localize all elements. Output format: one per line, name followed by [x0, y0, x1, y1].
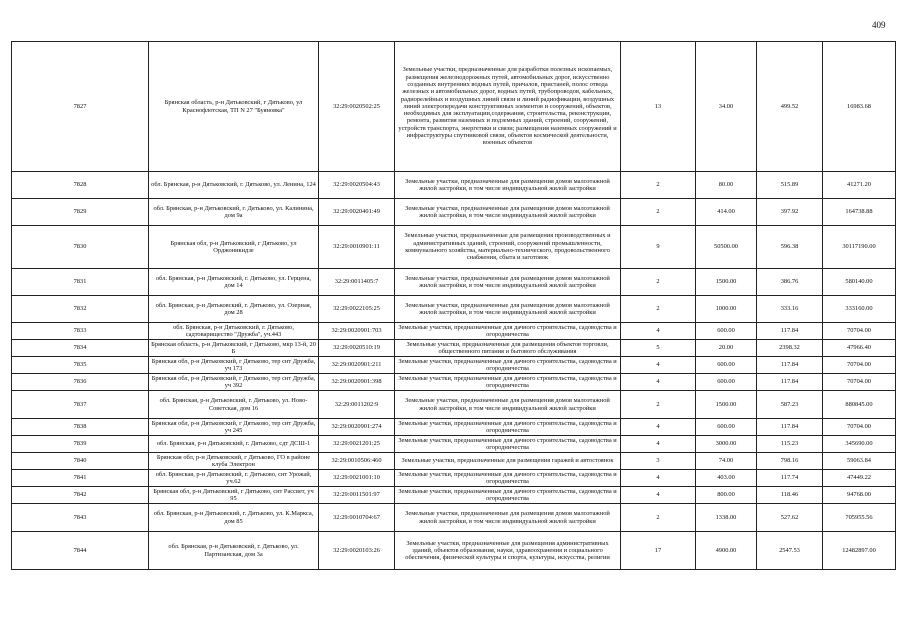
area-cell: 80.00 [696, 172, 757, 199]
address-cell: Брянская обл, р-н Дятьковский, г Дятьково, тер снт Дружба, уч 245 [149, 419, 319, 436]
permitted-use-cell: Земельные участки, предназначенные для дачного строительства, садоводства и огородничества [395, 357, 621, 374]
use-group-cell: 13 [621, 42, 696, 172]
specific-value-cell: 117.74 [757, 470, 823, 487]
specific-value-cell: 117.84 [757, 374, 823, 391]
use-group-cell: 2 [621, 296, 696, 323]
use-group-cell: 17 [621, 532, 696, 570]
use-group-cell: 4 [621, 357, 696, 374]
cadastral-value-cell: 47449.22 [823, 470, 896, 487]
address-cell: обл. Брянская, р-н Дятьковский, г. Дятьково, сдт ДСШ-1 [149, 436, 319, 453]
cadastral-value-cell: 59063.84 [823, 453, 896, 470]
table-row [12, 532, 896, 570]
cadastral-number-cell: 32:29:0020901:211 [319, 357, 395, 374]
cadastral-number-cell: 32:29:0020103:26 [319, 532, 395, 570]
use-group-cell: 9 [621, 226, 696, 269]
permitted-use-cell: Земельные участки, предназначенные для дачного строительства, садоводства и огородничества [395, 374, 621, 391]
cadastral-value-cell: 47966.40 [823, 340, 896, 357]
specific-value-cell: 798.16 [757, 453, 823, 470]
area-cell: 1338.00 [696, 504, 757, 532]
row-number-cell: 7838 [12, 419, 149, 436]
cadastral-number-cell: 32:29:0020504:43 [319, 172, 395, 199]
specific-value-cell: 397.92 [757, 199, 823, 226]
cadastral-number-cell: 32:29:0020502:25 [319, 42, 395, 172]
permitted-use-cell: Земельные участки, предназначенные для размещения домов малоэтажной жилой застройки, в том числе индивидуальной жилой застройки [395, 296, 621, 323]
use-group-cell: 4 [621, 419, 696, 436]
cadastral-number-cell: 32:29:0021001:10 [319, 470, 395, 487]
use-group-cell: 2 [621, 199, 696, 226]
table-row [12, 269, 896, 296]
row-number-cell: 7828 [12, 172, 149, 199]
cadastral-number-cell: 32:29:0010704:67 [319, 504, 395, 532]
area-cell: 4900.00 [696, 532, 757, 570]
cadastral-number-cell: 32:29:0022105:25 [319, 296, 395, 323]
page-number: 409 [872, 20, 886, 30]
address-cell: обл. Брянская, р-н Дятьковский, г. Дятьково, ул. Ново-Советская, дом 16 [149, 391, 319, 419]
use-group-cell: 4 [621, 470, 696, 487]
address-cell: обл. Брянская, р-н Дятьковский, г. Дятьково, ул. Озерная, дом 28 [149, 296, 319, 323]
specific-value-cell: 2547.53 [757, 532, 823, 570]
permitted-use-cell: Земельные участки, предназначенные для размещения домов малоэтажной жилой застройки, в том числе индивидуальной жилой застройки [395, 172, 621, 199]
area-cell: 74.00 [696, 453, 757, 470]
address-cell: обл. Брянская, р-н Дятьковский, г. Дятьково, ул. Партизанская, дом 3а [149, 532, 319, 570]
specific-value-cell: 596.38 [757, 226, 823, 269]
row-number-cell: 7829 [12, 199, 149, 226]
use-group-cell: 4 [621, 374, 696, 391]
row-number-cell: 7831 [12, 269, 149, 296]
area-cell: 1000.00 [696, 296, 757, 323]
cadastral-number-cell: 32:29:0020901:274 [319, 419, 395, 436]
permitted-use-cell: Земельные участки, предназначенные для дачного строительства, садоводства и огородничества [395, 436, 621, 453]
area-cell: 600.00 [696, 357, 757, 374]
cadastral-number-cell: 32:29:0021201:25 [319, 436, 395, 453]
area-cell: 403.00 [696, 470, 757, 487]
cadastral-value-cell: 70704.00 [823, 323, 896, 340]
address-cell: Брянская обл, р-н Дятьковский, г Дятьково, ГО в районе клуба Электрон [149, 453, 319, 470]
use-group-cell: 2 [621, 504, 696, 532]
address-cell: обл. Брянская, р-н Дятьковский, г. Дятьково, ул. Калинина, дом 9а [149, 199, 319, 226]
row-number-cell: 7832 [12, 296, 149, 323]
row-number-cell: 7827 [12, 42, 149, 172]
cadastral-value-cell: 70704.00 [823, 374, 896, 391]
specific-value-cell: 499.52 [757, 42, 823, 172]
cadastral-value-cell: 164738.88 [823, 199, 896, 226]
address-cell: обл. Брянская, р-н Дятьковский, г. Дятьково, ул. К.Маркса, дом 85 [149, 504, 319, 532]
row-number-cell: 7842 [12, 487, 149, 504]
specific-value-cell: 117.84 [757, 419, 823, 436]
address-cell: Брянская обл, р-н Дятьковский, г Дятьково, ул Орджоникидзе [149, 226, 319, 269]
table-row [12, 374, 896, 391]
table-row [12, 453, 896, 470]
permitted-use-cell: Земельные участки, предназначенные для размещения объектов торговли, общественного питания и бытового обслуживания [395, 340, 621, 357]
cadastral-value-cell: 880845.00 [823, 391, 896, 419]
area-cell: 600.00 [696, 419, 757, 436]
area-cell: 1500.00 [696, 391, 757, 419]
table-row [12, 323, 896, 340]
area-cell: 50500.00 [696, 226, 757, 269]
use-group-cell: 5 [621, 340, 696, 357]
permitted-use-cell: Земельные участки, предназначенные для размещения домов малоэтажной жилой застройки, в том числе индивидуальной жилой застройки [395, 199, 621, 226]
cadastral-number-cell: 32:29:0011202:9 [319, 391, 395, 419]
address-cell: обл. Брянская, р-н Дятьковский, г. Дятьково, ул. Герцена, дом 14 [149, 269, 319, 296]
address-cell: Брянская обл, р-н Дятьковский, г Дятьково, снт Рассвет, уч 95 [149, 487, 319, 504]
cadastral-number-cell: 32:29:0011501:97 [319, 487, 395, 504]
address-cell: Брянская обл, р-н Дятьковский, г Дятьково, тер снт Дружба, уч 173 [149, 357, 319, 374]
address-cell: Брянская область, р-н Дятьковский, г Дятьково, мкр 13-й, 20 Б [149, 340, 319, 357]
cadastral-value-cell: 94768.00 [823, 487, 896, 504]
table-row [12, 419, 896, 436]
row-number-cell: 7836 [12, 374, 149, 391]
cadastral-value-cell: 333160.00 [823, 296, 896, 323]
permitted-use-cell: Земельные участки, предназначенные для дачного строительства, садоводства и огородничества [395, 323, 621, 340]
row-number-cell: 7830 [12, 226, 149, 269]
permitted-use-cell: Земельные участки, предназначенные для размещения административных зданий, объектов образования, науки, здравоохранения и социального обеспечения, физической культуры и спорта, культуры, искусства, религии [395, 532, 621, 570]
area-cell: 20.00 [696, 340, 757, 357]
row-number-cell: 7833 [12, 323, 149, 340]
row-number-cell: 7839 [12, 436, 149, 453]
area-cell: 3000.00 [696, 436, 757, 453]
permitted-use-cell: Земельные участки, предназначенные для размещения домов малоэтажной жилой застройки, в том числе индивидуальной жилой застройки [395, 391, 621, 419]
row-number-cell: 7843 [12, 504, 149, 532]
area-cell: 1500.00 [696, 269, 757, 296]
permitted-use-cell: Земельные участки, предназначенные для дачного строительства, садоводства и огородничества [395, 487, 621, 504]
use-group-cell: 4 [621, 436, 696, 453]
area-cell: 800.00 [696, 487, 757, 504]
row-number-cell: 7837 [12, 391, 149, 419]
cadastral-value-cell: 70704.00 [823, 419, 896, 436]
use-group-cell: 4 [621, 323, 696, 340]
cadastral-number-cell: 32:29:0010506:460 [319, 453, 395, 470]
specific-value-cell: 118.46 [757, 487, 823, 504]
use-group-cell: 3 [621, 453, 696, 470]
table-row [12, 357, 896, 374]
table-row [12, 226, 896, 269]
use-group-cell: 2 [621, 391, 696, 419]
use-group-cell: 2 [621, 269, 696, 296]
table-row [12, 436, 896, 453]
row-number-cell: 7840 [12, 453, 149, 470]
cadastral-value-cell: 16983.68 [823, 42, 896, 172]
permitted-use-cell: Земельные участки, предназначенные для дачного строительства, садоводства и огородничества [395, 419, 621, 436]
cadastral-value-cell: 345690.00 [823, 436, 896, 453]
table-row [12, 199, 896, 226]
specific-value-cell: 587.23 [757, 391, 823, 419]
specific-value-cell: 117.84 [757, 357, 823, 374]
address-cell: обл. Брянская, р-н Дятьковский, г. Дятьково, садтоварищество "Дружба", уч.443 [149, 323, 319, 340]
address-cell: Брянская обл, р-н Дятьковский, г Дятьково, тер снт Дружба, уч 392 [149, 374, 319, 391]
specific-value-cell: 386.76 [757, 269, 823, 296]
specific-value-cell: 115.23 [757, 436, 823, 453]
cadastral-number-cell: 32:29:0020901:398 [319, 374, 395, 391]
address-cell: обл. Брянская, р-н Дятьковский, г. Дятьково, ул. Ленина, 124 [149, 172, 319, 199]
cadastral-value-table [11, 41, 896, 570]
area-cell: 414.00 [696, 199, 757, 226]
cadastral-number-cell: 32:29:0011405:7 [319, 269, 395, 296]
cadastral-number-cell: 32:29:0020510:19 [319, 340, 395, 357]
row-number-cell: 7834 [12, 340, 149, 357]
area-cell: 600.00 [696, 374, 757, 391]
address-cell: обл. Брянская, р-н Дятьковский, г. Дятьково, снт Урожай, уч.62 [149, 470, 319, 487]
permitted-use-cell: Земельные участки, предназначенные для дачного строительства, садоводства и огородничества [395, 470, 621, 487]
table-row [12, 172, 896, 199]
cadastral-value-cell: 12482897.00 [823, 532, 896, 570]
cadastral-number-cell: 32:29:0010901:11 [319, 226, 395, 269]
use-group-cell: 4 [621, 487, 696, 504]
permitted-use-cell: Земельные участки, предназначенные для размещения производственных и административных зданий, строений, сооружений промышленности, коммунального хозяйства, материально-технического, продовольственного снабжения, сбыта и заготовок [395, 226, 621, 269]
specific-value-cell: 2398.32 [757, 340, 823, 357]
row-number-cell: 7835 [12, 357, 149, 374]
row-number-cell: 7841 [12, 470, 149, 487]
table-row [12, 42, 896, 172]
cadastral-value-cell: 705955.56 [823, 504, 896, 532]
table-row [12, 391, 896, 419]
permitted-use-cell: Земельные участки, предназначенные для размещения гаражей и автостоянок [395, 453, 621, 470]
specific-value-cell: 527.62 [757, 504, 823, 532]
permitted-use-cell: Земельные участки, предназначенные для размещения домов малоэтажной жилой застройки, в том числе индивидуальной жилой застройки [395, 269, 621, 296]
address-cell: Брянская область, р-н Дятьковский, г Дятьково, ул Краснофлотская, ТП N 27 "Буяновка" [149, 42, 319, 172]
specific-value-cell: 117.84 [757, 323, 823, 340]
row-number-cell: 7844 [12, 532, 149, 570]
permitted-use-cell: Земельные участки, предназначенные для размещения домов малоэтажной жилой застройки, в том числе индивидуальной жилой застройки [395, 504, 621, 532]
specific-value-cell: 333.16 [757, 296, 823, 323]
cadastral-number-cell: 32:29:0020901:703 [319, 323, 395, 340]
area-cell: 600.00 [696, 323, 757, 340]
table-row [12, 340, 896, 357]
cadastral-value-cell: 580140.00 [823, 269, 896, 296]
use-group-cell: 2 [621, 172, 696, 199]
cadastral-value-cell: 30117190.00 [823, 226, 896, 269]
cadastral-number-cell: 32:29:0020401:49 [319, 199, 395, 226]
table-row [12, 470, 896, 487]
cadastral-value-cell: 70704.00 [823, 357, 896, 374]
table-row [12, 296, 896, 323]
permitted-use-cell: Земельные участки, предназначенные для разработки полезных ископаемых, размещения железнодорожных путей, автомобильных дорог, искусственно созданных внутренних водных путей, причалов, пристаней, полос отвода железных и автомобильных дорог, водных путей, трубопроводов, кабельных, радиорелейных и воздушных линий связи и линий радиофикации, воздушных линий электропередачи конструктивных элементов и сооружений, объектов, необходимых для эксплуатации,содержания, строительства, реконструкции, ремонта, развития наземных и подземных зданий, строений, сооружений, устройств транспорта, энергетики и связи; размещения наземных сооружений и инфраструктуры спутниковой связи, объектов космической деятельности, военных объектов [395, 42, 621, 172]
table-row [12, 504, 896, 532]
specific-value-cell: 515.89 [757, 172, 823, 199]
table-row [12, 487, 896, 504]
cadastral-value-cell: 41271.20 [823, 172, 896, 199]
area-cell: 34.00 [696, 42, 757, 172]
